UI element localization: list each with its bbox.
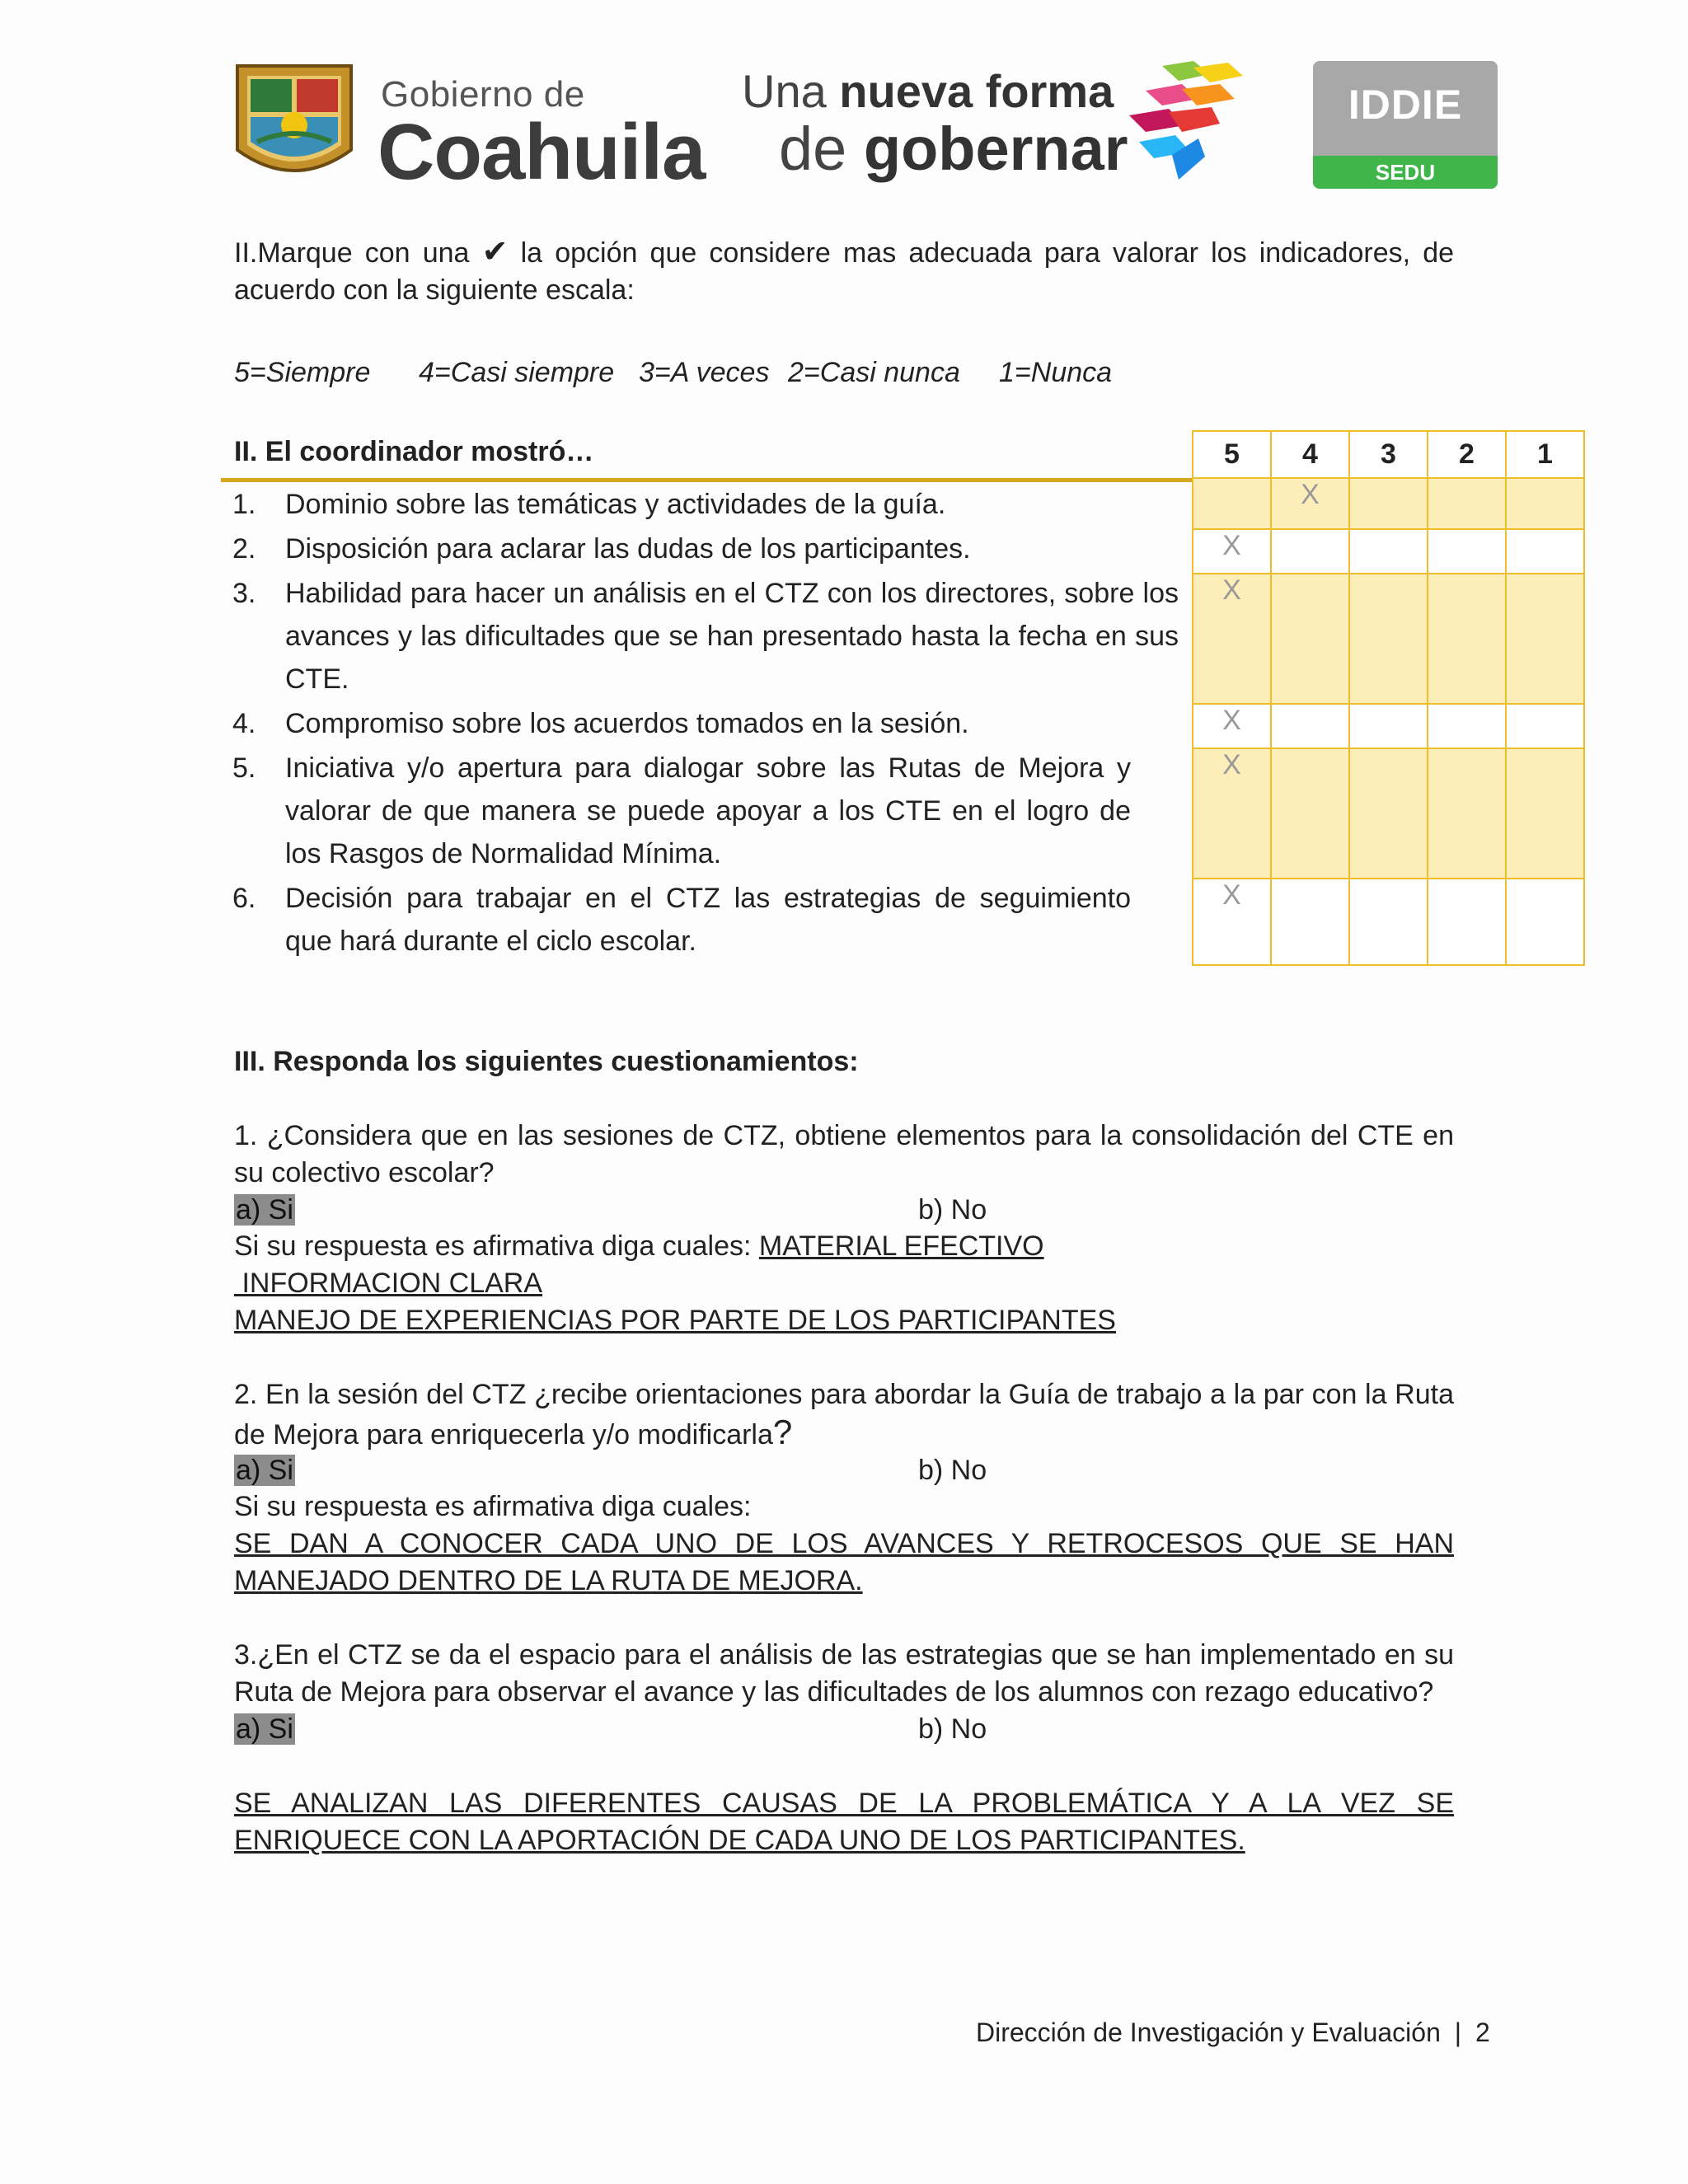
q1-answer-line-3: MANEJO DE EXPERIENCIAS POR PARTE DE LOS PARTICIPANTES [234,1305,1116,1336]
q2-option-a[interactable]: a) Si [236,1455,293,1486]
col-header-4: 4 [1271,431,1349,478]
slogan-line-2: de gobernar [779,115,1128,183]
rating-cell[interactable]: X [1193,574,1271,704]
rating-cell[interactable] [1271,704,1349,748]
rating-cell[interactable] [1428,879,1506,965]
slogan-line-1: Una nueva forma [742,65,1114,117]
list-item [232,483,1179,527]
scale-5: 5=Siempre [234,357,371,388]
rating-table [1192,430,1585,966]
col-header-3: 3 [1349,431,1428,478]
rating-cell[interactable] [1271,748,1349,879]
footer-department: Dirección de Investigación y Evaluación [976,2018,1441,2047]
q1-answer-line-2: INFORMACION CLARA [234,1268,543,1299]
col-header-1: 1 [1506,431,1584,478]
item-number: 2. [232,533,256,565]
scale-2: 2=Casi nunca [788,357,960,388]
rating-cell[interactable]: X [1271,478,1349,529]
rating-row-4 [1193,704,1584,748]
rating-cell[interactable] [1428,574,1506,704]
list-item [232,747,1131,877]
rating-row-3 [1193,574,1584,704]
instructions-paragraph: II.Marque con una ✔ la opción que considere mas adecuada para valorar los indicadores, de acuerdo con la siguiente escala: [234,235,1455,306]
iddie-label: IDDIE [1348,82,1463,128]
item-text: Compromiso sobre los acuerdos tomados en la sesión. [285,708,969,739]
rating-cell[interactable] [1506,879,1584,965]
q3-option-a[interactable]: a) Si [236,1713,293,1745]
rating-cell[interactable] [1349,704,1428,748]
rating-cell[interactable] [1428,748,1506,879]
rating-row-6 [1193,879,1584,965]
rating-cell[interactable]: X [1193,879,1271,965]
col-header-2: 2 [1428,431,1506,478]
footer-separator: | [1454,2018,1462,2047]
rating-cell[interactable]: X [1193,748,1271,879]
rating-cell[interactable] [1193,478,1271,529]
list-item [232,572,1179,702]
rating-cell[interactable] [1349,529,1428,574]
item-text: Dominio sobre las temáticas y actividades de la guía. [285,489,946,520]
section-divider [221,478,1193,482]
rating-row-1 [1193,478,1584,529]
list-item [232,527,1179,572]
item-text: Habilidad para hacer un análisis en el CTZ con los directores, sobre los avances y las dificultades que se han presentado hasta la fecha en sus CTE. [285,578,1179,695]
section-3-title: III. Responda los siguientes cuestionamientos: [234,1046,859,1077]
rating-row-2 [1193,529,1584,574]
rating-row-5 [1193,748,1584,879]
gobierno-de-label: Gobierno de [381,74,585,115]
rating-cell[interactable] [1349,478,1428,529]
scale-1: 1=Nunca [999,357,1113,388]
list-item [232,877,1131,963]
q2-prompt: Si su respuesta es afirmativa diga cuales: [234,1491,752,1522]
rating-cell[interactable] [1428,529,1506,574]
rating-cell[interactable] [1271,529,1349,574]
q1-option-b[interactable]: b) No [918,1194,987,1226]
question-3: 3.¿En el CTZ se da el espacio para el análisis de las estrategias que se han implementado en su Ruta de Mejora para observar el avance y las dificultades de los alumnos con rezago educativo? [234,1639,1454,1708]
iddie-sedu-badge [1313,61,1498,189]
rating-cell[interactable] [1506,748,1584,879]
section-2-title: II. El coordinador mostró… [234,436,594,467]
q2-answer: SE DAN A CONOCER CADA UNO DE LOS AVANCES Y RETROCESOS QUE SE HAN MANEJADO DENTRO DE LA RUTA DE MEJORA. [234,1528,1454,1596]
rating-cell[interactable]: X [1193,529,1271,574]
rating-cell[interactable] [1506,574,1584,704]
q1-option-a[interactable]: a) Si [236,1194,293,1226]
col-header-5: 5 [1193,431,1271,478]
item-number: 5. [232,752,256,784]
rating-header-row [1193,431,1584,478]
item-text: Decisión para trabajar en el CTZ las estrategias de seguimiento que hará durante el ciclo escolar. [285,883,1131,957]
page-footer [976,2014,1490,2051]
q3-answer: SE ANALIZAN LAS DIFERENTES CAUSAS DE LA PROBLEMÁTICA Y A LA VEZ SE ENRIQUECE CON LA APORTACIÓN DE CADA UNO DE LOS PARTICIPANTES. [234,1788,1454,1856]
page-number: 2 [1475,2018,1490,2047]
scale-3: 3=A veces [639,357,770,388]
item-number: 1. [232,489,256,520]
rating-cell[interactable]: X [1193,704,1271,748]
q1-answer-line-1: Si su respuesta es afirmativa diga cuales: MATERIAL EFECTIVO [234,1230,1044,1262]
list-item [232,702,1179,747]
rating-cell[interactable] [1271,879,1349,965]
rating-cell[interactable] [1506,478,1584,529]
sedu-label: SEDU [1313,156,1498,189]
rating-cell[interactable] [1271,574,1349,704]
question-1: 1. ¿Considera que en las sesiones de CTZ, obtiene elementos para la consolidación del CTE en su colectivo escolar? [234,1120,1454,1188]
question-2: 2. En la sesión del CTZ ¿recibe orientaciones para abordar la Guía de trabajo a la par con la Ruta de Mejora para enriquecerla y/o modificarla? [234,1379,1454,1451]
item-text: Iniciativa y/o apertura para dialogar sobre las Rutas de Mejora y valorar de que manera se puede apoyar a los CTE en el logro de los Rasgos de Normalidad Mínima. [285,752,1131,869]
item-number: 4. [232,708,256,739]
rating-cell[interactable] [1349,574,1428,704]
rating-cell[interactable] [1349,879,1428,965]
item-text: Disposición para aclarar las dudas de los participantes. [285,533,971,565]
rating-cell[interactable] [1428,704,1506,748]
checkmark-icon: ✔ [481,235,509,269]
scale-4: 4=Casi siempre [419,357,615,388]
rating-cell[interactable] [1506,529,1584,574]
rating-cell[interactable] [1506,704,1584,748]
item-number: 6. [232,883,256,914]
coahuila-wordmark: Coahuila [377,108,706,196]
coahuila-coat-of-arms-logo [232,59,356,185]
item-number: 3. [232,578,256,609]
q3-option-b[interactable]: b) No [918,1713,987,1745]
q2-option-b[interactable]: b) No [918,1455,987,1486]
rating-cell[interactable] [1428,478,1506,529]
rating-cell[interactable] [1349,748,1428,879]
colorful-pinwheel-logo [1096,56,1253,188]
